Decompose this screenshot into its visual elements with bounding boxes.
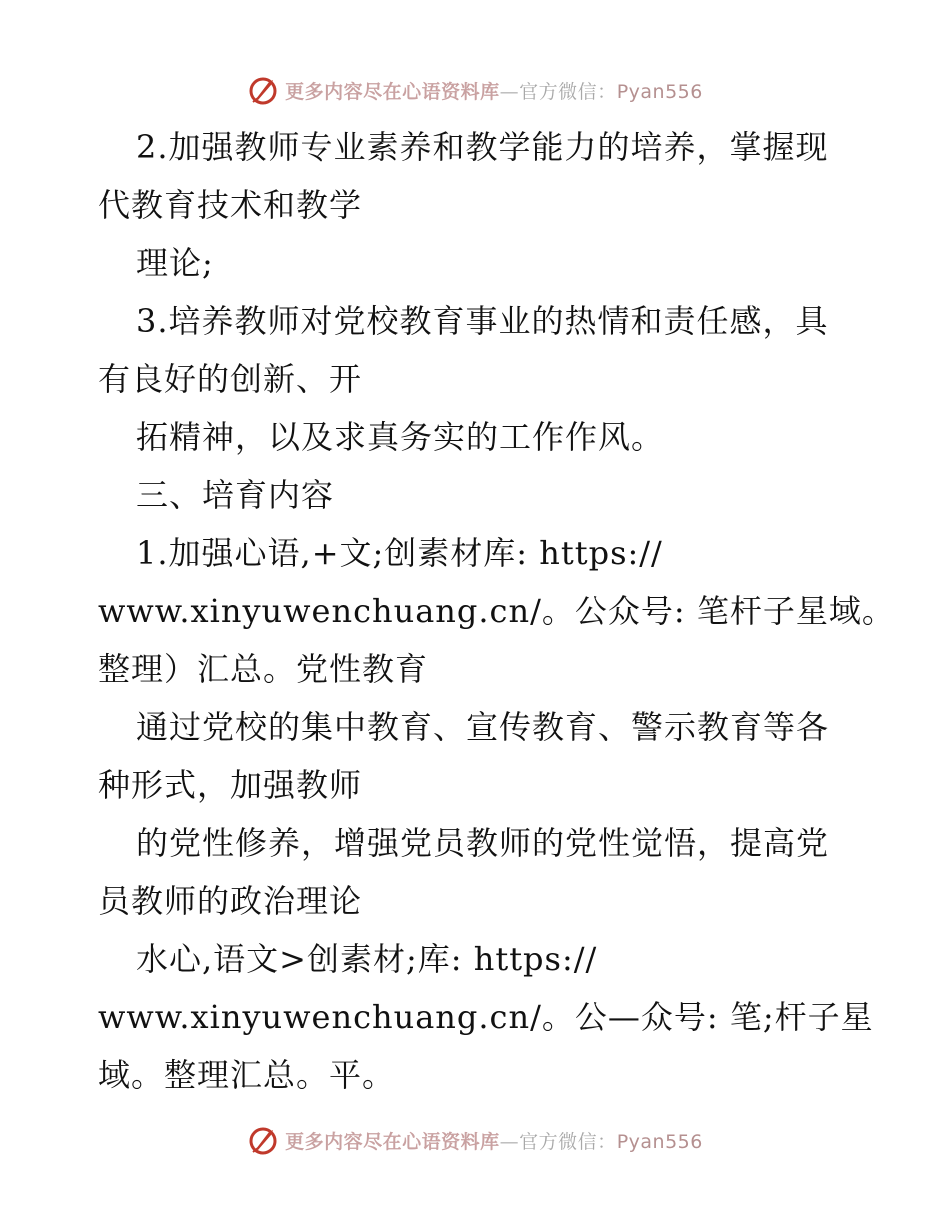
watermark-text	[285, 1127, 703, 1154]
text-line: 有良好的创新、开	[98, 360, 363, 398]
watermark-id: Pyan556	[616, 80, 703, 103]
text-line: 员教师的政治理论	[98, 882, 363, 920]
text-line: www.xinyuwenchuang.cn/。公众号: 笔杆子星域。	[98, 592, 895, 630]
watermark-text	[285, 77, 703, 104]
text-line: 代教育技术和教学	[98, 186, 363, 224]
text-line: 拓精神，以及求真务实的工作作风。	[136, 418, 665, 456]
document-body	[98, 118, 895, 1104]
header-watermark	[0, 70, 950, 110]
footer-watermark	[0, 1120, 950, 1160]
text-line: 整理）汇总。党性教育	[98, 650, 429, 688]
text-line: 1.加强心语,+文;创素材库: https://	[136, 534, 663, 572]
watermark-sub: 官方微信：	[519, 80, 617, 103]
text-line: 的党性修养，增强党员教师的党性觉悟，提高党	[136, 824, 830, 862]
text-line: 3.培养教师对党校教育事业的热情和责任感，具	[136, 302, 829, 340]
watermark-dash: —	[499, 1130, 520, 1153]
watermark-sub: 官方微信：	[519, 1130, 617, 1153]
watermark-dash: —	[499, 80, 520, 103]
quill-logo-icon	[247, 1124, 279, 1156]
watermark-id: Pyan556	[616, 1130, 703, 1153]
text-line: 2.加强教师专业素养和教学能力的培养，掌握现	[136, 128, 829, 166]
text-line: 通过党校的集中教育、宣传教育、警示教育等各	[136, 708, 830, 746]
text-line: 水心,语文>创素材;库: https://	[136, 940, 598, 978]
text-line: 种形式，加强教师	[98, 766, 363, 804]
watermark-main: 更多内容尽在心语资料库	[285, 1130, 500, 1153]
quill-logo-icon	[247, 74, 279, 106]
text-line: 三、培育内容	[136, 476, 335, 514]
text-line: 理论;	[136, 244, 214, 282]
watermark-main: 更多内容尽在心语资料库	[285, 80, 500, 103]
text-line: www.xinyuwenchuang.cn/。公—众号: 笔;杆子星	[98, 998, 874, 1036]
text-line: 域。整理汇总。平。	[98, 1056, 396, 1094]
